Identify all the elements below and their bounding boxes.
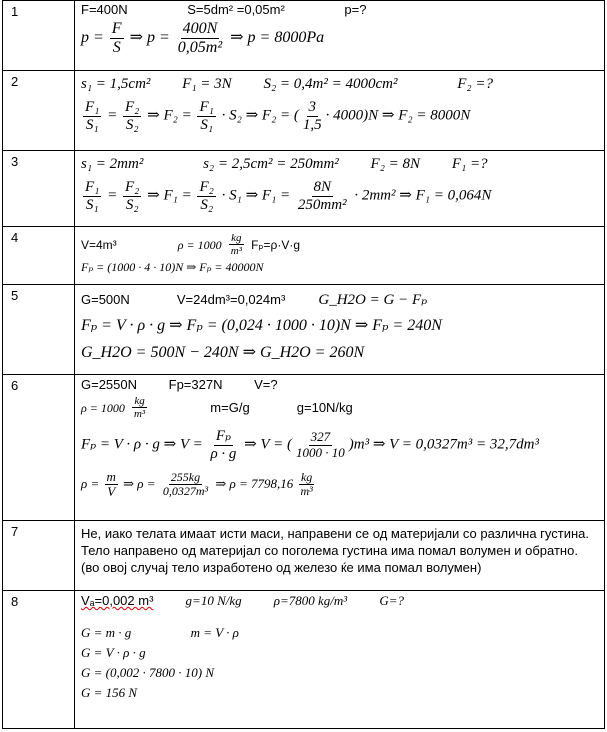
numerator: 3 — [308, 99, 317, 116]
eq-text: ⇒ V = ( — [244, 436, 292, 453]
numerator: F — [111, 19, 122, 37]
denominator: S — [112, 38, 121, 56]
eq-text: Fₚ = V · ρ · g ⇒ V = — [81, 436, 203, 453]
eq-text: · 4000)N ⇒ F₂ = 8000N — [325, 107, 471, 124]
numerator: 8N — [313, 179, 332, 196]
row-content — [75, 521, 605, 591]
numerator: F₂ — [199, 179, 214, 196]
row-content — [75, 375, 605, 521]
denominator: m³ — [300, 484, 313, 499]
table-row — [3, 1, 605, 71]
given-weight: G=2550N — [81, 377, 138, 392]
unknown-pressure: p=? — [344, 2, 367, 17]
equation: G = (0,002 · 7800 · 10) N — [81, 664, 214, 680]
fraction — [296, 179, 349, 213]
numerator: Fₚ — [215, 428, 232, 445]
denominator: S₁ — [85, 196, 99, 213]
row-number: 2 — [3, 71, 75, 151]
fraction — [197, 179, 215, 213]
given-gravity: g=10 N/kg — [185, 593, 242, 608]
eq-text: · 2mm² ⇒ F₁ = 0,064N — [354, 187, 492, 204]
eq-text: ρ = — [81, 475, 100, 491]
eq-text: ⇒ ρ = 7798,16 — [215, 475, 294, 491]
fraction — [123, 99, 141, 133]
row-content — [75, 227, 605, 285]
table-row — [3, 521, 605, 591]
eq-text: = — [107, 107, 118, 124]
equation — [81, 99, 598, 133]
given-density: ρ=7800 kg/m³ — [273, 593, 348, 608]
fraction — [83, 179, 101, 213]
table-row — [3, 375, 605, 521]
given-buoyancy: Fp=327N — [168, 377, 223, 392]
given-s2: S₂ = 0,4m² = 4000cm² — [263, 76, 398, 92]
fraction — [298, 471, 314, 498]
row-content — [75, 285, 605, 375]
row-number: 8 — [3, 591, 75, 729]
given-area: S=5dm² =0,05m² — [187, 2, 285, 17]
answer-text: Не, иако телата имаат исти маси, направени се од материјали со различна густина. Тело направено од материјал со поголема густина има помал волумен и обратно. (во овој случај тело изработено од железо ќе има помал волумен) — [81, 526, 589, 576]
numerator: F₁ — [85, 99, 100, 116]
row-content — [75, 1, 605, 71]
eq-text: ⇒ ρ = — [123, 475, 156, 491]
eq-text: ⇒ F₁ = — [147, 187, 192, 204]
numerator: F₂ — [125, 99, 140, 116]
equation: m = V · ρ — [190, 624, 239, 640]
row-number: 5 — [3, 285, 75, 375]
given-s2: s₂ = 2,5cm² = 250mm² — [203, 156, 339, 172]
equation: G = V · ρ · g — [81, 644, 146, 660]
fraction — [197, 99, 215, 133]
eq-text: · S₂ ⇒ F₂ = ( — [221, 107, 299, 124]
fraction — [110, 20, 124, 56]
denominator: S₁ — [200, 116, 214, 133]
fraction — [176, 20, 224, 56]
denominator: S₂ — [200, 196, 214, 213]
given-buoyancy-formula: Fₚ=ρ·V·g — [251, 238, 301, 253]
eq-text: ⇒ p = — [129, 28, 170, 46]
solutions-table — [2, 0, 605, 729]
numerator: F₂ — [125, 179, 140, 196]
table-row — [3, 71, 605, 151]
denominator: m³ — [133, 408, 146, 421]
row-content — [75, 151, 605, 227]
equation: Fₚ = (1000 · 4 · 10)N ⇒ Fₚ = 40000N — [81, 260, 264, 275]
eq-text: · S₁ ⇒ F₁ = — [221, 187, 291, 204]
given-mass-formula: m=G/g — [210, 400, 250, 416]
eq-text: p = — [81, 28, 104, 46]
eq-text: = — [107, 187, 118, 204]
fraction — [208, 428, 238, 462]
given-s1: s₁ = 2mm² — [81, 156, 144, 172]
given-force: F=400N — [81, 2, 128, 17]
equation — [81, 20, 598, 56]
fraction — [294, 430, 347, 460]
equation: Fₚ = V · ρ · g ⇒ Fₚ = (0,024 · 1000 · 10)N ⇒ Fₚ = 240N — [81, 317, 442, 335]
given-volume: Vₐ=0,002 m³ — [81, 593, 154, 608]
fraction — [83, 99, 101, 133]
row-number: 1 — [3, 1, 75, 71]
numerator: 255kg — [170, 470, 201, 485]
given-density: ρ = 1000 — [177, 238, 222, 253]
row-number: 6 — [3, 375, 75, 521]
denominator: S₂ — [125, 116, 139, 133]
denominator: 0,0327m³ — [162, 484, 209, 499]
numerator: kg — [134, 394, 145, 407]
numerator: 400N — [182, 19, 218, 37]
given-water-weight: G_H2O = G − Fₚ — [318, 292, 428, 308]
unknown-f2: F₂ =? — [457, 76, 493, 92]
fraction — [229, 232, 244, 257]
fraction — [132, 395, 147, 420]
fraction — [123, 179, 141, 213]
row-number: 7 — [3, 521, 75, 591]
eq-text: ⇒ F₂ = — [147, 107, 192, 124]
denominator: 1000 · 10 — [296, 444, 345, 460]
numerator: F₁ — [85, 179, 100, 196]
denominator: m³ — [230, 245, 242, 258]
row-content — [75, 71, 605, 151]
equation — [81, 179, 598, 213]
given-f2: F₂ = 8N — [370, 156, 421, 172]
denominator: 250mm² — [297, 196, 347, 213]
fraction — [301, 99, 324, 133]
numerator: kg — [231, 232, 242, 244]
eq-text: )m³ ⇒ V = 0,0327m³ = 32,7dm³ — [348, 436, 539, 453]
row-number: 3 — [3, 151, 75, 227]
given-weight: G=500N — [81, 292, 130, 307]
denominator: V — [107, 484, 116, 500]
given-s1: s₁ = 1,5cm² — [81, 76, 151, 92]
unknown-weight: G=? — [379, 593, 405, 608]
denominator: 0,05m² — [177, 38, 223, 56]
table-row — [3, 227, 605, 285]
equation: G = m · g — [81, 624, 132, 640]
table-row — [3, 151, 605, 227]
table-row — [3, 285, 605, 375]
given-gravity: g=10N/kg — [296, 400, 353, 416]
fraction — [161, 471, 210, 498]
denominator: 1,5 — [302, 116, 322, 133]
numerator: 327 — [310, 429, 331, 445]
denominator: S₂ — [125, 196, 139, 213]
given-density: ρ = 1000 — [81, 401, 125, 416]
fraction — [105, 470, 118, 500]
given-volume: V=4m³ — [81, 238, 117, 253]
numerator: F₁ — [199, 99, 214, 116]
given-volume: V=24dm³=0,024m³ — [176, 292, 286, 307]
row-number: 4 — [3, 227, 75, 285]
equation — [81, 428, 598, 462]
equation: G_H2O = 500N − 240N ⇒ G_H2O = 260N — [81, 343, 365, 361]
numerator: kg — [300, 470, 313, 485]
eq-text: ⇒ p = 8000Pa — [230, 28, 325, 46]
table-row — [3, 591, 605, 729]
equation: G = 156 N — [81, 684, 138, 700]
row-content — [75, 591, 605, 729]
denominator: ρ · g — [210, 445, 237, 462]
given-f1: F₁ = 3N — [182, 76, 232, 92]
unknown-f1: F₁ =? — [451, 156, 488, 172]
equation — [81, 470, 598, 500]
numerator: m — [106, 469, 116, 485]
denominator: S₁ — [85, 116, 99, 133]
unknown-volume: V=? — [254, 377, 278, 392]
